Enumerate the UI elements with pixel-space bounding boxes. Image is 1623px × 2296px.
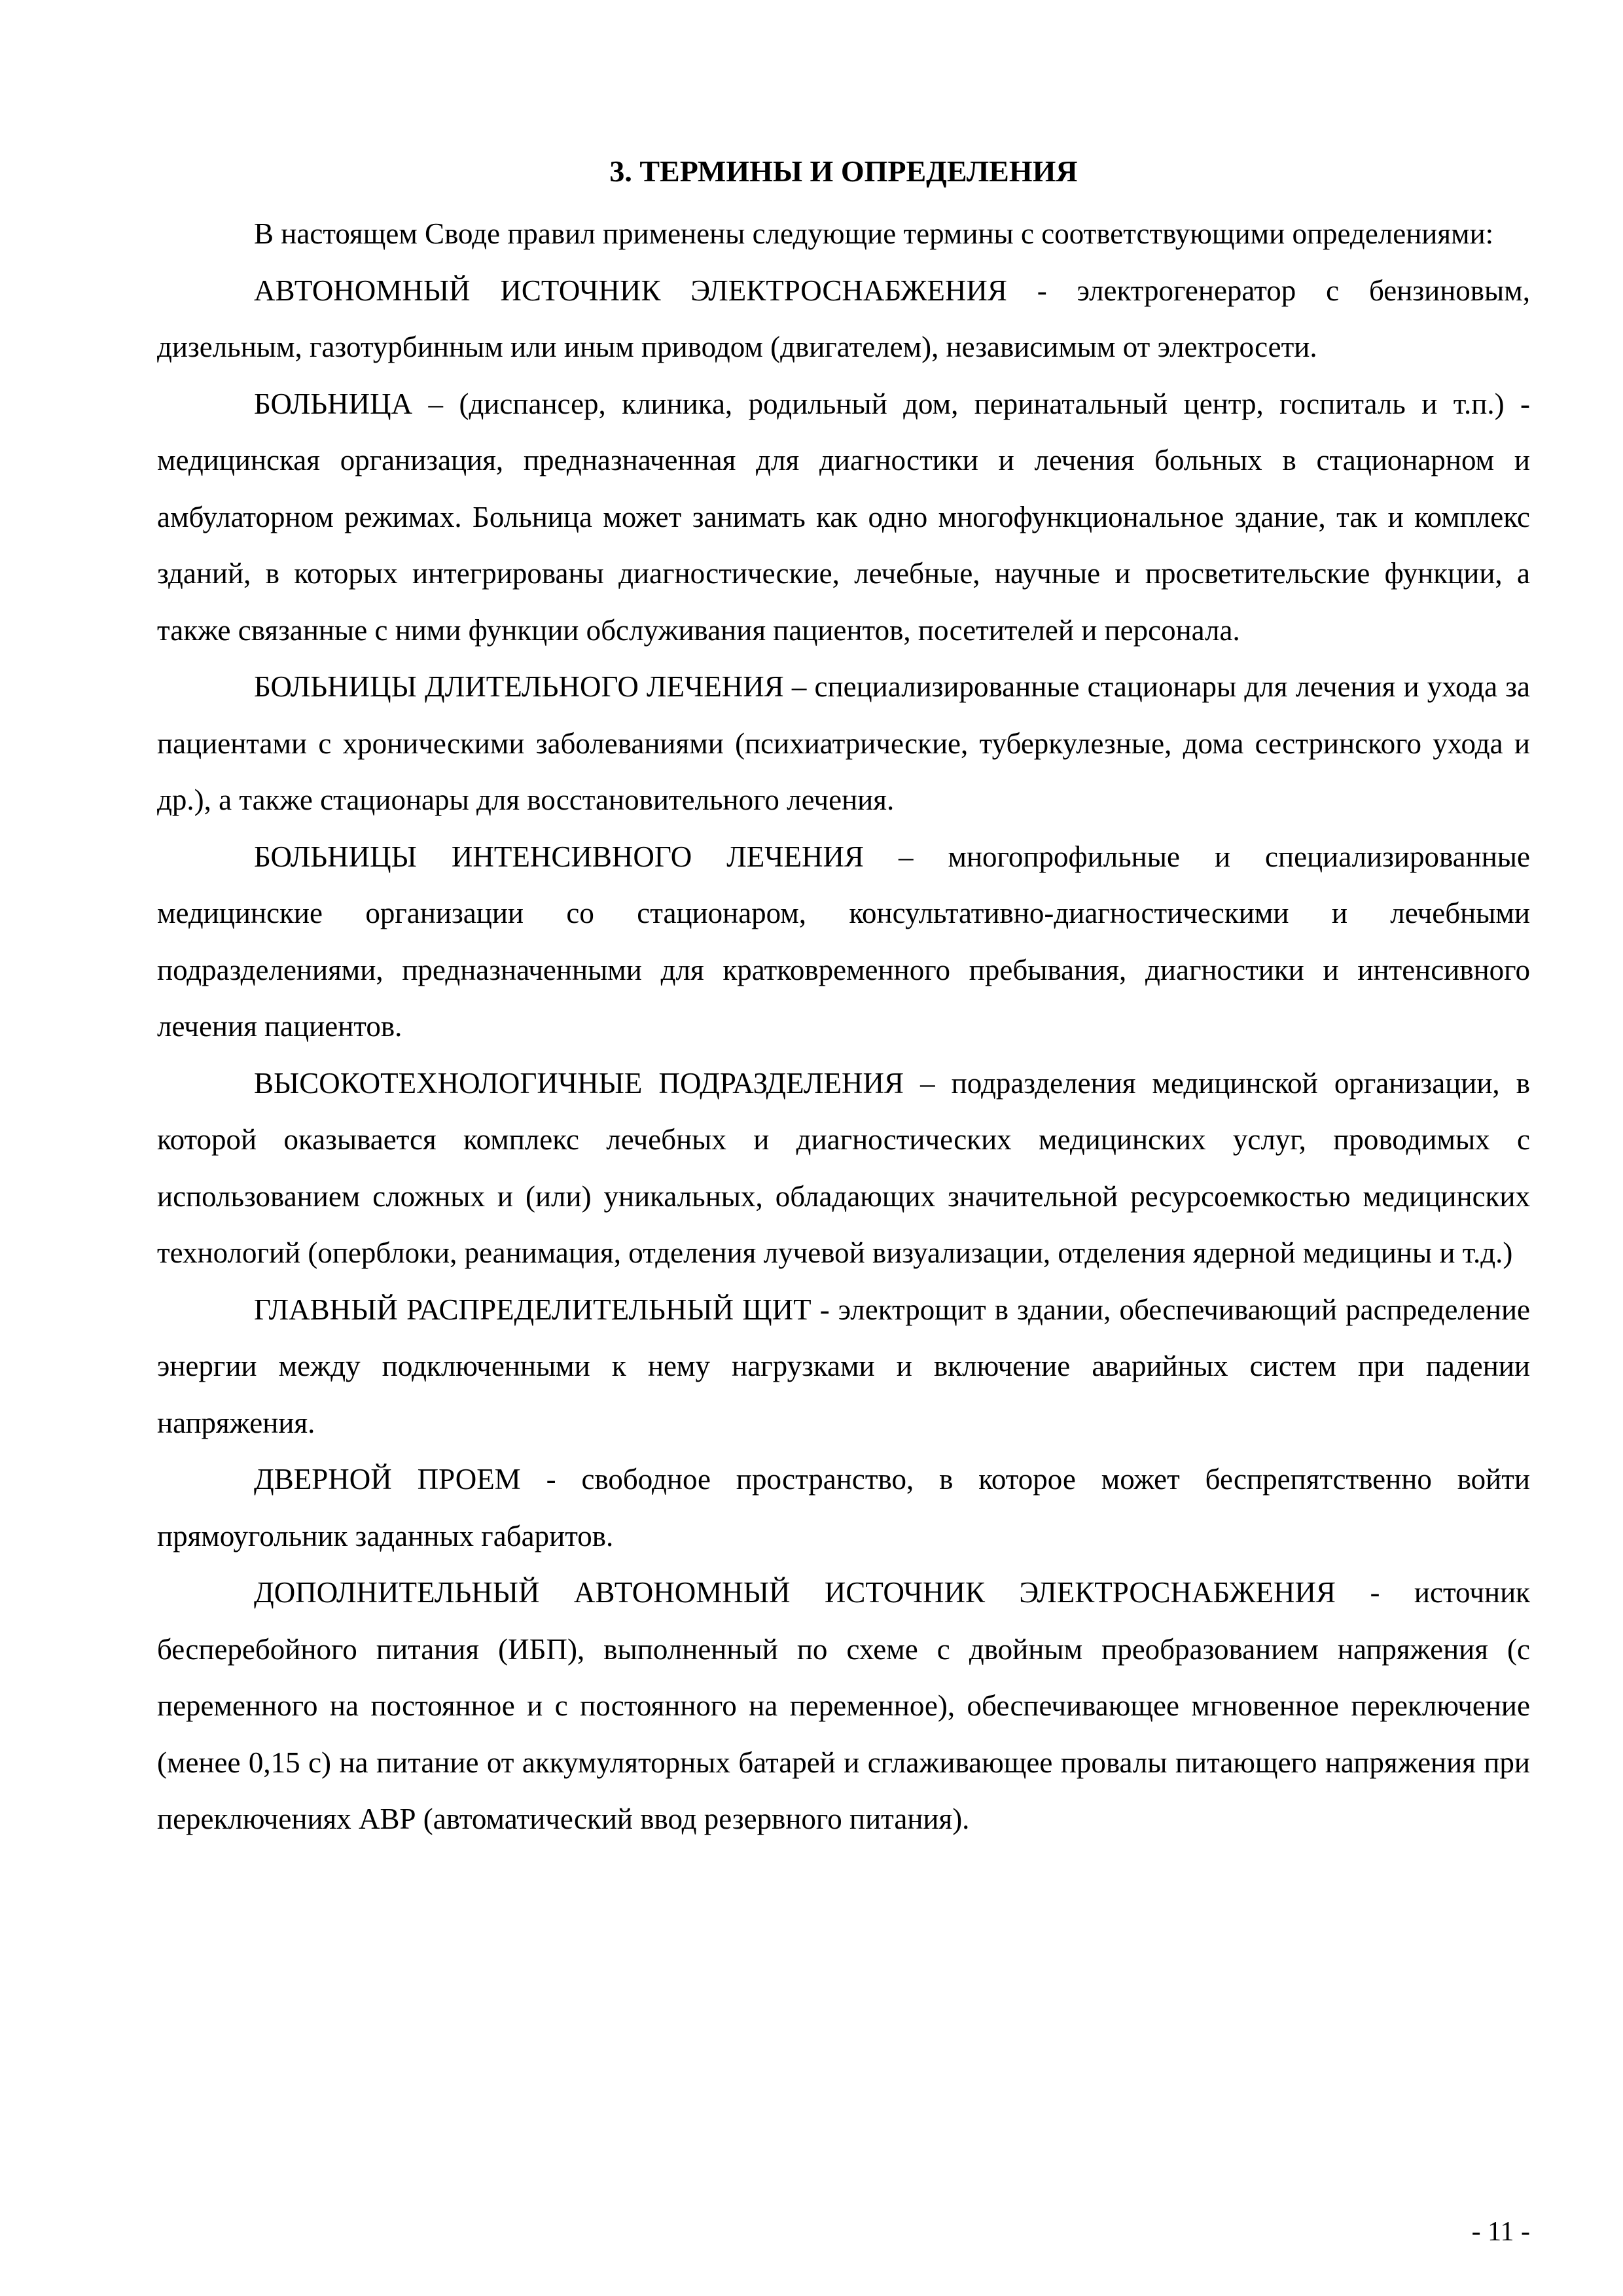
definition-paragraph xyxy=(157,262,1530,376)
definition-text: - электрогенератор с бензиновым, дизельным, газотурбинным или иным приводом (двигателем), независимым от электросети. xyxy=(157,274,1531,363)
section-body xyxy=(157,206,1530,1848)
definition-text: – специализированные стационары для лечения и ухода за пациентами с хроническими заболеваниями (психиатрические, туберкулезные, дома сестринского ухода и др.), а также стационары для восстановительного лечения. xyxy=(157,670,1530,816)
definition-text: - электрощит в здании, обеспечивающий распределение энергии между подключенными к нему нагрузками и включение аварийных систем при падении напряжения. xyxy=(157,1293,1530,1439)
definition-text: - источник бесперебойного питания (ИБП), выполненный по схеме с двойным преобразованием напряжения (с переменного на постоянное и с постоянного на переменное), обеспечивающее мгновенное переключение (менее 0,15 с) на питание от аккумуляторных батарей и сглаживающее провалы питающего напряжения при переключениях АВР (автоматический ввод резервного питания). xyxy=(157,1576,1531,1835)
definition-text: – (диспансер, клиника, родильный дом, перинатальный центр, госпиталь и т.п.) - медицинская организация, предназначенная для диагностики и лечения больных в стационарном и амбулаторном режимах. Больница может занимать как одно многофункциональное здание, так и комплекс зданий, в которых интегрированы диагностические, лечебные, научные и просветительские функции, а также связанные с ними функции обслуживания пациентов, посетителей и персонала. xyxy=(157,387,1530,647)
definition-term: АВТОНОМНЫЙ ИСТОЧНИК ЭЛЕКТРОСНАБЖЕНИЯ xyxy=(254,274,1007,307)
definition-paragraph xyxy=(157,1055,1530,1282)
definition-term: ДОПОЛНИТЕЛЬНЫЙ АВТОНОМНЫЙ ИСТОЧНИК ЭЛЕКТРОСНАБЖЕНИЯ xyxy=(254,1576,1336,1609)
page-number: - 11 - xyxy=(1471,2217,1530,2247)
definition-paragraph xyxy=(157,1564,1530,1848)
definition-paragraph xyxy=(157,658,1530,829)
definition-paragraph xyxy=(157,829,1530,1055)
definition-paragraph xyxy=(157,376,1530,659)
definition-term: ГЛАВНЫЙ РАСПРЕДЕЛИТЕЛЬНЫЙ ЩИТ xyxy=(254,1293,812,1326)
definition-text: – подразделения медицинской организации, в которой оказывается комплекс лечебных и диагностических медицинских услуг, проводимых с использованием сложных и (или) уникальных, обладающих значительной ресурсоемкостью медицинских технологий (оперблоки, реанимация, отделения лучевой визуализации, отделения ядерной медицины и т.д.) xyxy=(157,1066,1530,1269)
definition-text: - свободное пространство, в которое может беспрепятственно войти прямоугольник заданных габаритов. xyxy=(157,1463,1530,1552)
definition-term: БОЛЬНИЦА xyxy=(254,387,413,420)
definition-paragraph xyxy=(157,1282,1530,1452)
definition-term: БОЛЬНИЦЫ ДЛИТЕЛЬНОГО ЛЕЧЕНИЯ xyxy=(254,670,784,703)
intro-paragraph: В настоящем Своде правил применены следующие термины с соответствующими определениями: xyxy=(254,217,1494,250)
definition-term: БОЛЬНИЦЫ ИНТЕНСИВНОГО ЛЕЧЕНИЯ xyxy=(254,840,864,873)
definition-text: – многопрофильные и специализированные медицинские организации со стационаром, консультативно-диагностическими и лечебными подразделениями, предназначенными для кратковременного пребывания, диагностики и интенсивного лечения пациентов. xyxy=(157,840,1530,1043)
definition-term: ДВЕРНОЙ ПРОЕМ xyxy=(254,1463,521,1496)
section-title: 3. ТЕРМИНЫ И ОПРЕДЕЛЕНИЯ xyxy=(609,154,1078,188)
definition-paragraph xyxy=(157,1451,1530,1564)
definition-term: ВЫСОКОТЕХНОЛОГИЧНЫЕ ПОДРАЗДЕЛЕНИЯ xyxy=(254,1066,904,1100)
